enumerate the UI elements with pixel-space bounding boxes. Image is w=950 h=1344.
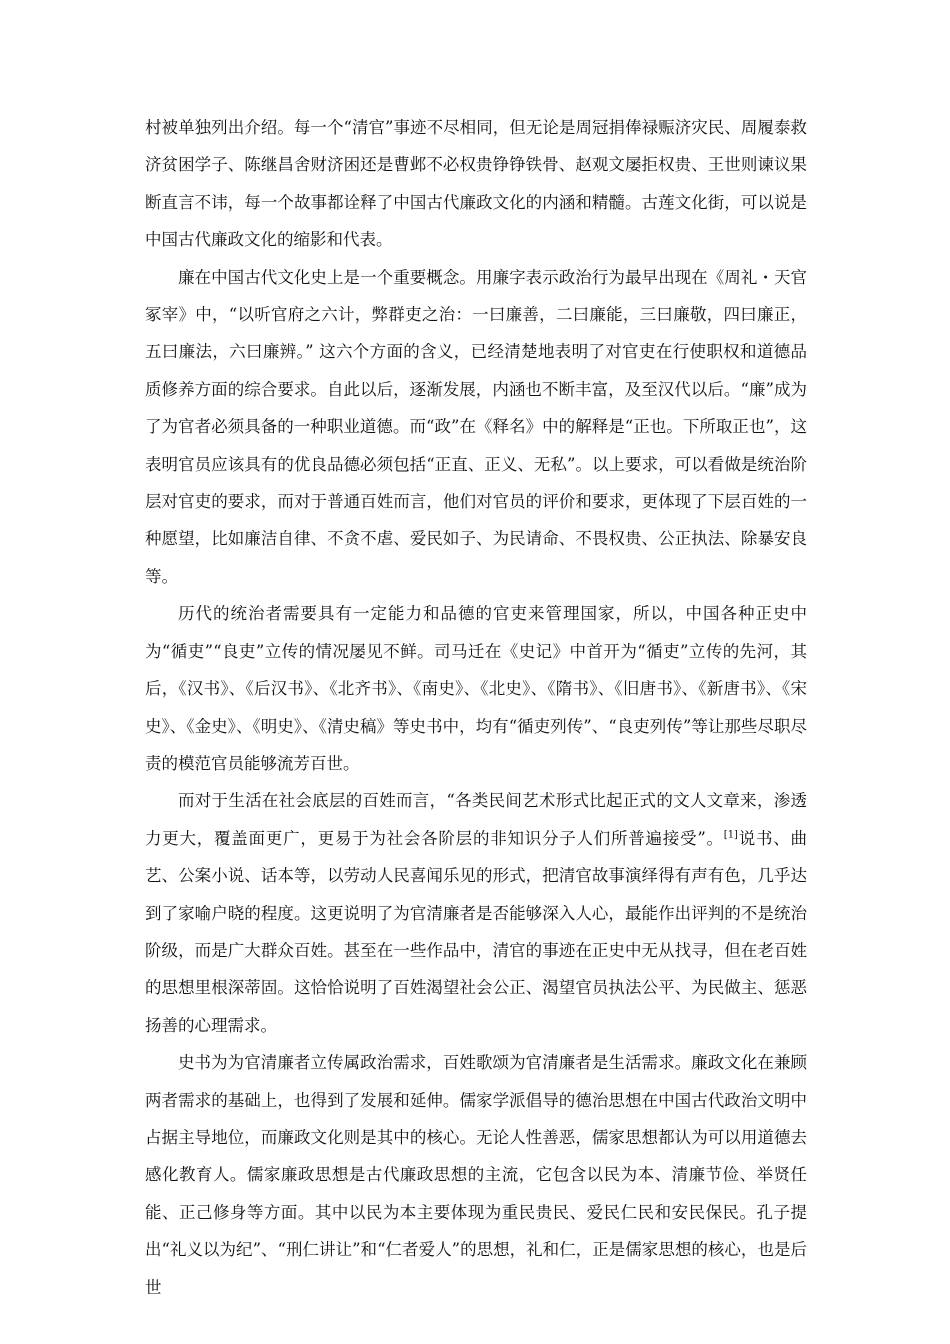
paragraph-5: [145, 1044, 807, 1306]
paragraph-4: [145, 782, 807, 1044]
paragraph-text: 廉在中国古代文化史上是一个重要概念。用廉字表示政治行为最早出现在《周礼・天官冢宰》中，“以听官府之六计，弊群吏之治：一曰廉善，二曰廉能，三曰廉敬，四曰廉正，五曰廉法，六曰廉辨。” 这六个方面的含义，已经清楚地表明了对官吏在行使职权和道德品质修养方面的综合要求。自此以后，逐渐发展，内涵也不断丰富，及至汉代以后。“廉”成为了为官者必须具备的一种职业道德。而“政”在《释名》中的解释是“正也。下所取正也”，这表明官员应该具有的优良品德必须包括“正直、正义、无私”。以上要求，可以看做是统治阶层对官吏的要求，而对于普通百姓而言，他们对官员的评价和要求，更体现了下层百姓的一种愿望，比如廉洁自律、不贪不虐、爱民如子、为民请命、不畏权贵、公正执法、除暴安良等。: [145, 267, 807, 586]
paragraph-text: 村被单独列出介绍。每一个“清官”事迹不尽相同，但无论是周冠捐俸禄赈济灾民、周履泰救济贫困学子、陈继昌舍财济困还是曹邺不必权贵铮铮铁骨、赵观文屡拒权贵、王世则谏议果断直言不讳，每一个故事都诠释了中国古代廉政文化的内涵和精髓。古莲文化街，可以说是中国古代廉政文化的缩影和代表。: [145, 118, 807, 250]
paragraph-text: 历代的统治者需要具有一定能力和品德的官吏来管理国家，所以，中国各种正史中为“循吏”“良吏”立传的情况屡见不鲜。司马迁在《史记》中首开为“循吏”立传的先河，其后，《汉书》、《后汉书》、《北齐书》、《南史》、《北史》、《隋书》、《旧唐书》、《新唐书》、《宋史》、《金史》、《明史》、《清史稿》等史书中，均有“循吏列传”、“良吏列传”等让那些尽职尽责的模范官员能够流芳百世。: [145, 604, 807, 773]
document-page: [145, 109, 807, 1306]
paragraph-text: 史书为为官清廉者立传属政治需求，百姓歌颂为官清廉者是生活需求。廉政文化在兼顾两者需求的基础上，也得到了发展和延伸。儒家学派倡导的德治思想在中国古代政治文明中占据主导地位，而廉政文化则是其中的核心。无论人性善恶，儒家思想都认为可以用道德去感化教育人。儒家廉政思想是古代廉政思想的主流，它包含以民为本、清廉节俭、举贤任能、正己修身等方面。其中以民为本主要体现为重民贵民、爱民仁民和安民保民。孔子提出“礼义以为纪”、“刑仁讲让”和“仁者爱人”的思想，礼和仁，正是儒家思想的核心，也是后世: [145, 1053, 807, 1297]
paragraph-2: [145, 259, 807, 596]
paragraph-1: [145, 109, 807, 259]
paragraph-text: 而对于生活在社会底层的百姓而言，“各类民间艺术形式比起正式的文人文章来，渗透力更大，覆盖面更广，更易于为社会各阶层的非知识分子人们所普遍接受”。: [145, 791, 807, 848]
paragraph-3: [145, 595, 807, 782]
paragraph-text: 说书、曲艺、公案小说、话本等，以劳动人民喜闻乐见的形式，把清官故事演绎得有声有色，几乎达到了家喻户晓的程度。这更说明了为官清廉者是否能够深入人心，最能作出评判的不是统治阶级，而是广大群众百姓。甚至在一些作品中，清官的事迹在正史中无从找寻，但在老百姓的思想里根深蒂固。这恰恰说明了百姓渴望社会公正、渴望官员执法公平、为民做主、惩恶扬善的心理需求。: [145, 828, 808, 1035]
footnote-reference: [1]: [723, 829, 738, 841]
